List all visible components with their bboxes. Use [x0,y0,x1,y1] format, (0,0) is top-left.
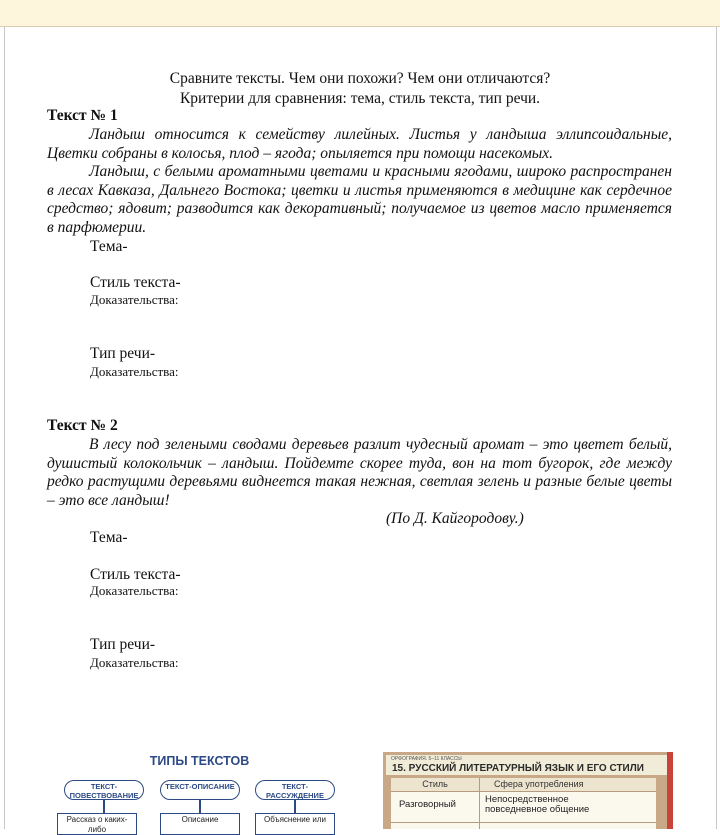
column-header-style: Стиль [391,778,479,791]
table-divider [391,791,656,792]
styles-table [391,778,656,829]
table-divider [391,822,656,823]
text2-heading: Текст № 2 [47,417,118,434]
top-toolbar [0,0,720,27]
pill-reasoning: ТЕКСТ-РАССУЖДЕНИЕ [255,780,335,800]
column-header-use: Сфера употребления [480,778,656,791]
styles-small-caption: ОРФОГРАФИЯ. 5–11 КЛАССЫ [391,756,462,762]
text2-source: (По Д. Кайгородову.) [386,510,524,527]
styles-header-band [386,755,670,775]
text1-heading: Текст № 1 [47,107,118,124]
row-style-conversational: Разговорный [399,799,456,810]
connector-line [294,800,296,813]
task-line-2: Критерии для сравнения: тема, стиль текста, тип речи. [179,90,541,107]
row-use-conversational: Непосредственное повседневное общение [485,794,590,815]
text1-paragraph-2: Ландыш, с белыми ароматными цветами и красными ягодами, широко распространен в лесах Кавказа, Дальнего Востока; цветки и листья применяются в медицине как сердечное средство; ядовит; разводится как декоративный; получаемое из цветов масло применяется в парфюмерии. [47,163,672,236]
pill-narration: ТЕКСТ-ПОВЕСТВОВАНИЕ [64,780,144,800]
styles-title: 15. РУССКИЙ ЛИТЕРАТУРНЫЙ ЯЗЫК И ЕГО СТИЛИ [392,763,644,774]
text1-paragraph-1: Ландыш относится к семейству лилейных. Листья у ландыша эллипсоидальные, Цветки собраны в колосья, плод – ягода; опыляется при помощи насекомых. [47,126,672,162]
text2-paragraph: В лесу под зелеными сводами деревьев разлит чудесный аромат – это цветет белый, душистый колокольчик – ландыш. Пойдемте скорее туда, вон на тот бугорок, где между редко растущими деревьями виднеется такая нежная, светлая зелень и разные белые цветы – это все ландыш! [47,436,672,509]
text1-proof-label-2: Доказательства: [90,364,179,379]
text2-style-label: Стиль текста- [90,566,181,583]
text2-theme-label: Тема- [90,529,128,546]
box-reasoning: Объяснение или [255,813,335,835]
text-types-diagram-image [52,748,347,834]
text2-speech-type-label: Тип речи- [90,636,156,653]
task-line-1: Сравните тексты. Чем они похожи? Чем они отличаются? [169,70,551,87]
text2-proof-label-1: Доказательства: [90,583,179,598]
text1-theme-label: Тема- [90,238,128,255]
box-narration: Рассказ о каких-либо [57,813,137,835]
box-description: Описание [160,813,240,835]
language-styles-table-image [383,752,673,829]
pill-description: ТЕКСТ-ОПИСАНИЕ [160,780,240,800]
red-edge-strip [667,752,673,829]
text1-style-label: Стиль текста- [90,274,181,291]
text2-proof-label-2: Доказательства: [90,655,179,670]
text1-proof-label-1: Доказательства: [90,292,179,307]
text1-speech-type-label: Тип речи- [90,345,156,362]
connector-line [103,800,105,813]
text-types-title: ТИПЫ ТЕКСТОВ [149,754,250,768]
connector-line [199,800,201,813]
